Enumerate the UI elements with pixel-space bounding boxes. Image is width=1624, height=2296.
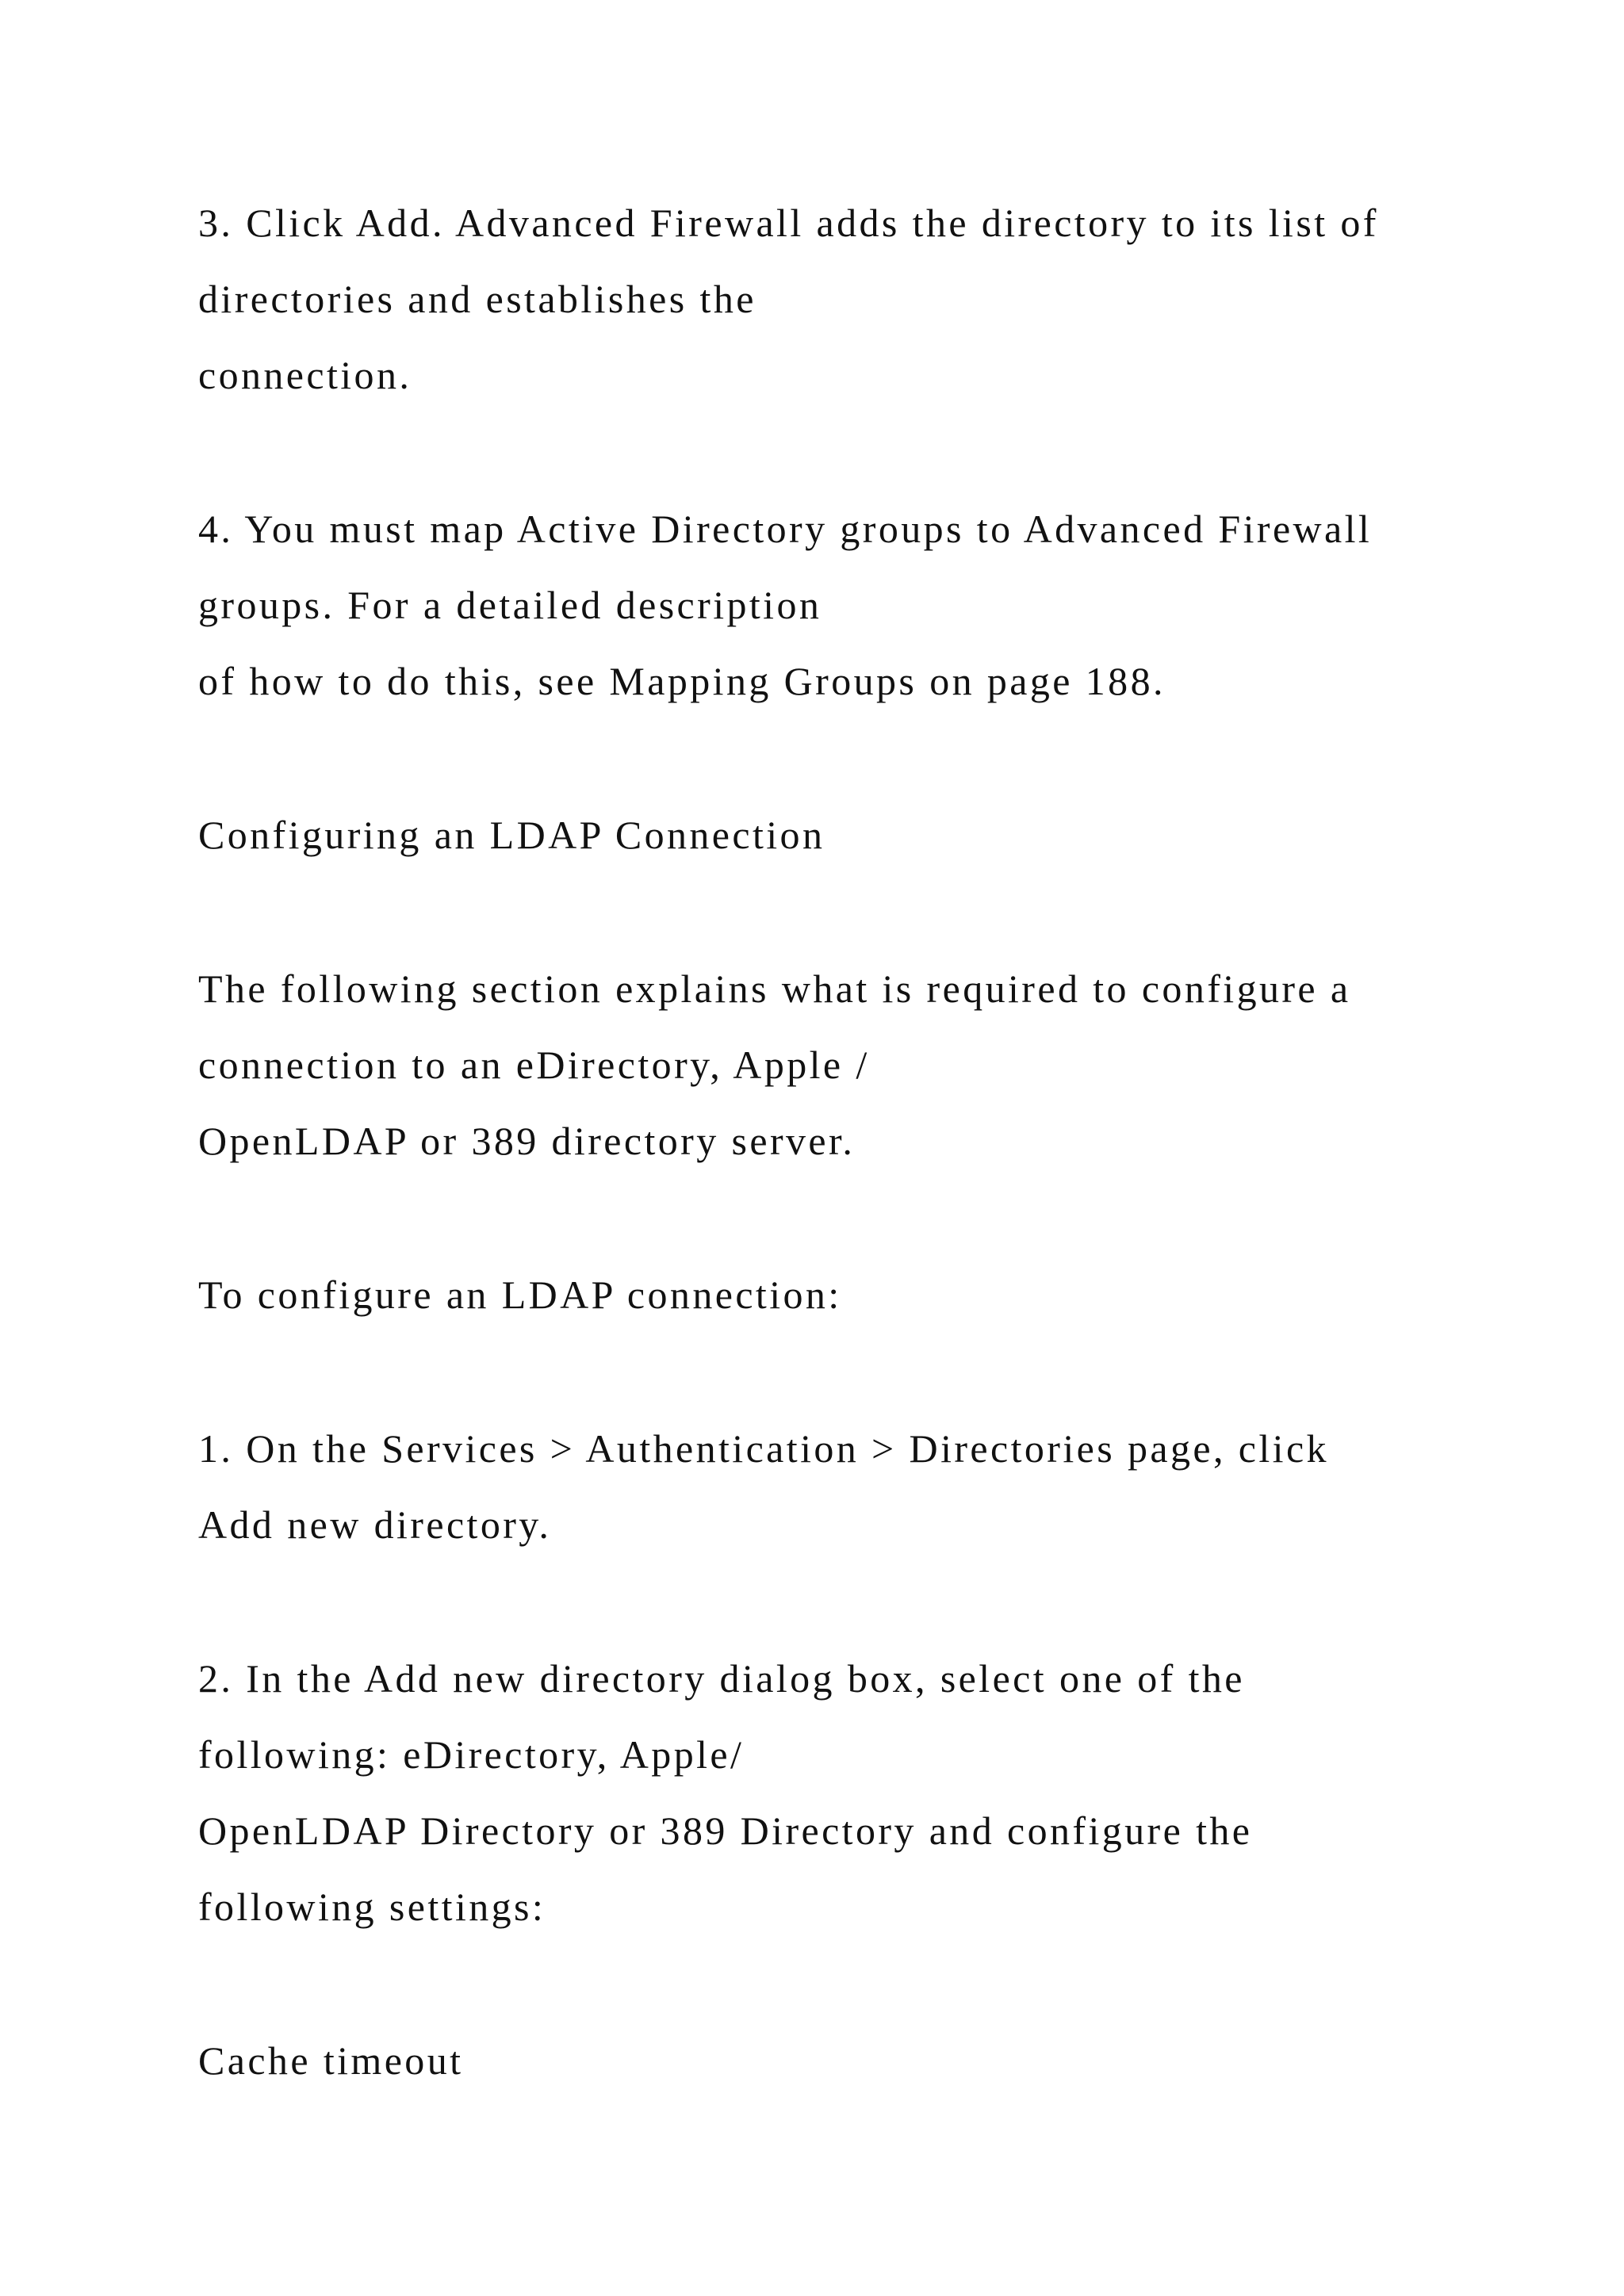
procedure-lead-in: To configure an LDAP connection:	[198, 1272, 842, 1317]
step-2-text-line-4: following settings:	[198, 1885, 546, 1929]
step-4-text-line-2: groups. For a detailed description	[198, 583, 822, 627]
step-4-text-line-1: 4. You must map Active Directory groups to Advanced Firewall	[198, 507, 1373, 551]
intro-text-line-3: OpenLDAP or 389 directory server.	[198, 1119, 856, 1163]
step-1-text-line-2: Add new directory.	[198, 1502, 552, 1547]
step-3-text-line-3: connection.	[198, 353, 412, 397]
step-1-text-line-1: 1. On the Services > Authentication > Directories page, click	[198, 1426, 1329, 1471]
step-2-text-line-2: following: eDirectory, Apple/	[198, 1732, 745, 1777]
step-3-text-line-2: directories and establishes the	[198, 277, 756, 321]
setting-label-cache-timeout: Cache timeout	[198, 2038, 464, 2083]
intro-text-line-2: connection to an eDirectory, Apple /	[198, 1043, 870, 1087]
section-heading: Configuring an LDAP Connection	[198, 813, 825, 857]
step-4-text-line-3: of how to do this, see Mapping Groups on page 188.	[198, 659, 1166, 703]
intro-text-line-1: The following section explains what is required to configure a	[198, 966, 1351, 1011]
step-3-text-line-1: 3. Click Add. Advanced Firewall adds the directory to its list of	[198, 201, 1379, 245]
step-2-text-line-3: OpenLDAP Directory or 389 Directory and configure the	[198, 1808, 1253, 1853]
step-2-text-line-1: 2. In the Add new directory dialog box, select one of the	[198, 1656, 1245, 1701]
